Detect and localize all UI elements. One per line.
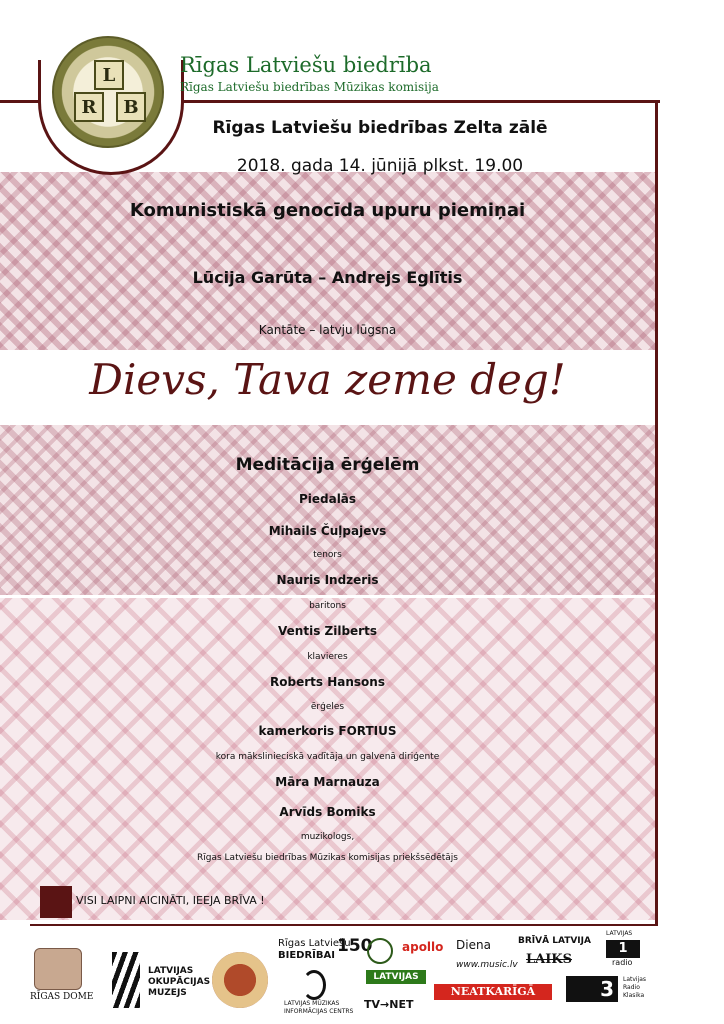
sponsor-riga-dome: RĪGAS DOME xyxy=(30,992,94,1002)
sponsor-lmic-line2: INFORMĀCIJAS CENTRS xyxy=(284,1008,354,1015)
performer-name: kamerkoris FORTIUS xyxy=(258,724,397,738)
sponsor-radio3-line1: Latvijas xyxy=(623,976,647,983)
ornament-band-middle xyxy=(0,425,655,595)
riga-coat-of-arms-icon xyxy=(34,948,82,990)
sponsor-diena: Diena xyxy=(456,938,491,952)
sponsor-radio1-line2: 1 xyxy=(606,940,640,958)
performer-name: Arvīds Bomiks xyxy=(279,805,376,819)
sponsor-laiks: LAIKS xyxy=(526,952,572,967)
frame-bottom-line xyxy=(30,924,658,926)
sponsor-apollo: apollo xyxy=(402,940,444,954)
sponsor-neatkariga: NEATKARĪGĀ xyxy=(434,984,552,1000)
sponsor-radio3-number: 3 xyxy=(566,976,618,1002)
sponsor-lmic-line1: LATVIJAS MŪZIKAS xyxy=(284,1000,340,1007)
museum-logo-icon xyxy=(112,952,140,1008)
performer-role: klavieres xyxy=(307,652,348,662)
frame-right-line xyxy=(655,100,658,926)
invite-marker xyxy=(40,886,72,918)
performer-role: baritons xyxy=(309,601,346,611)
event-date: 2018. gada 14. jūnijā plkst. 19.00 xyxy=(236,156,524,176)
performer-role: tenors xyxy=(313,550,342,560)
composers: Lūcija Garūta – Andrejs Eglītis xyxy=(192,268,463,287)
genre: Kantāte – latvju lūgsna xyxy=(258,323,397,337)
venue: Rīgas Latviešu biedrības Zelta zālē xyxy=(212,118,548,138)
performer-role: ērģeles xyxy=(310,702,345,712)
sponsor-museum-line3: MUZEJS xyxy=(148,988,187,998)
participants-heading: Piedalās xyxy=(298,492,357,506)
logo-letter-r: R xyxy=(74,92,104,122)
sponsor-latvijas-avize: LATVIJAS AVĪZE xyxy=(366,970,426,984)
sponsor-radio3-line2: Radio xyxy=(623,984,640,991)
sponsor-music-lv: www.music.lv xyxy=(456,960,518,970)
performer-role: muzikologs, xyxy=(300,832,355,842)
performer-name: Mihails Čuļpajevs xyxy=(268,524,387,538)
sponsor-rlb-number: 150 xyxy=(337,936,373,956)
performer-name: Ventis Zilberts xyxy=(278,624,377,638)
second-work: Meditācija ērģelēm xyxy=(235,455,420,475)
lmic-logo-icon xyxy=(302,970,326,1000)
sponsor-brivalatvija: BRĪVĀ LATVIJA xyxy=(518,936,591,946)
performer-role: Rīgas Latviešu biedrības Mūzikas komisijas priekšsēdētājs xyxy=(197,853,458,863)
sponsor-museum-line1: LATVIJAS xyxy=(148,966,194,976)
invite-text: VISI LAIPNI AICINĀTI, IEEJA BRĪVA ! xyxy=(76,894,265,907)
sponsor-radio1-line3: radio xyxy=(612,958,633,967)
sponsor-radio3-line3: Klasika xyxy=(623,992,645,999)
performer-name: Roberts Hansons xyxy=(270,675,385,689)
sponsor-rlb-line1: Rīgas Latviešu xyxy=(278,938,351,949)
performer-role: kora mākslinieciskā vadītāja un galvenā diriģente xyxy=(215,752,440,762)
sponsor-museum-line2: OKUPĀCIJAS xyxy=(148,977,211,987)
logo-letter-b: B xyxy=(116,92,146,122)
event-theme: Komunistiskā genocīda upuru piemiņai xyxy=(129,200,526,221)
sponsor-radio1-line1: LATVIJAS xyxy=(606,930,633,937)
emblem-seal-icon xyxy=(212,952,268,1008)
performer-name: Nauris Indzeris xyxy=(276,573,379,587)
org-subtitle: Rīgas Latviešu biedrības Mūzikas komisija xyxy=(180,80,439,94)
concert-title: Dievs, Tava zeme deg! xyxy=(89,355,566,404)
sponsor-rlb-line2: BIEDRĪBAI xyxy=(278,950,335,961)
logo-letter-l: L xyxy=(94,60,124,90)
performer-name: Māra Marnauza xyxy=(275,775,380,789)
sponsor-tvnet: TV→NET xyxy=(364,998,414,1011)
rlb-small-logo-icon xyxy=(367,938,393,964)
org-title: Rīgas Latviešu biedrība xyxy=(180,53,432,77)
